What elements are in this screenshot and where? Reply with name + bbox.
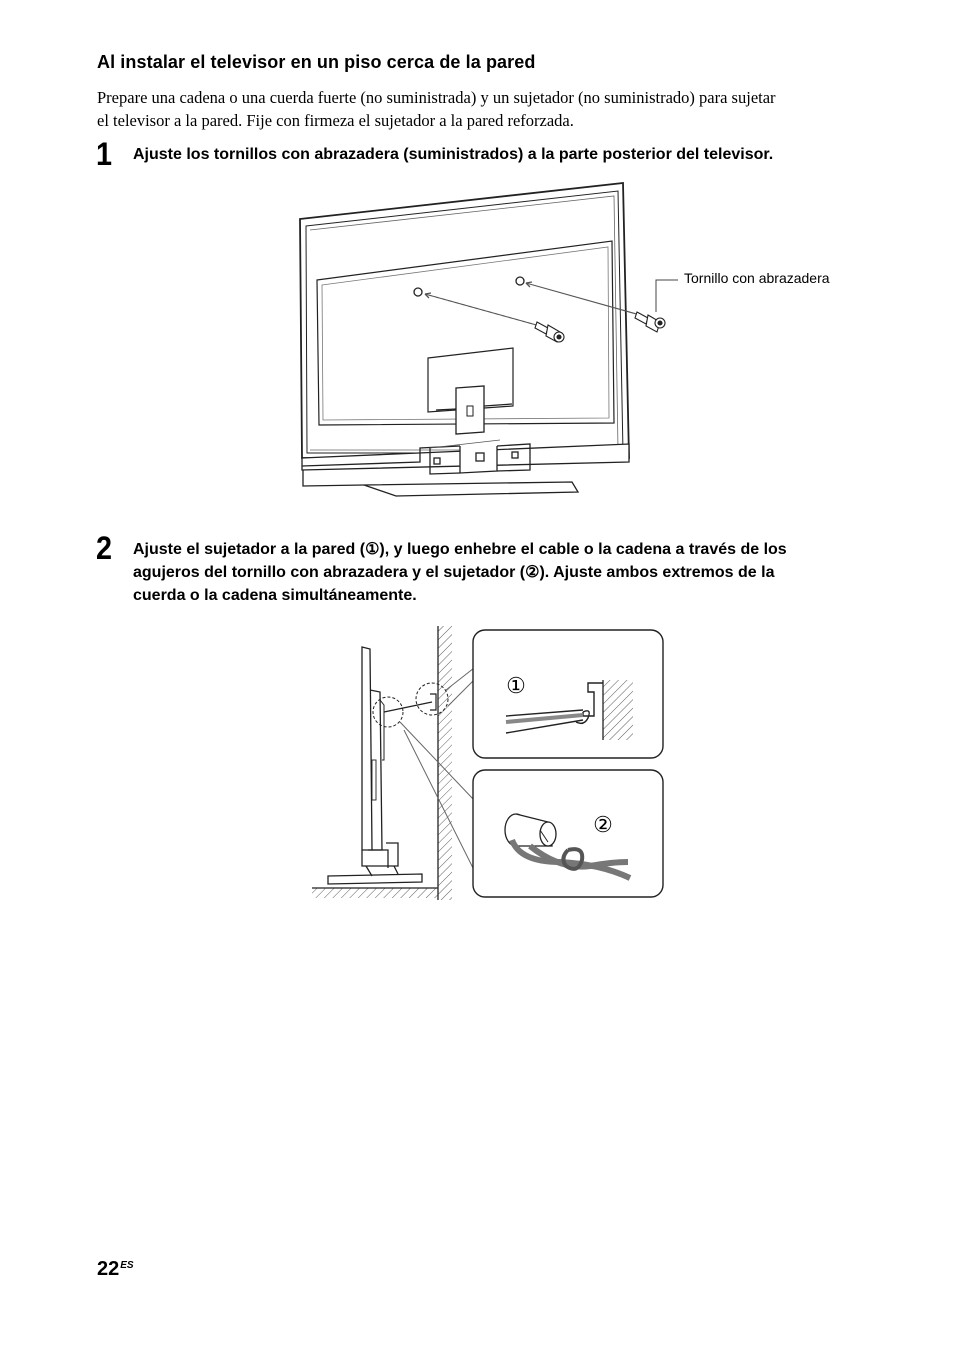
page-number (97, 1258, 134, 1281)
section-heading: Al instalar el televisor en un piso cerca de la pared (97, 52, 536, 72)
step-2-line-3: cuerda o la cadena simultáneamente. (133, 587, 417, 604)
step-2-text (133, 538, 787, 607)
step-2-number: 2 (96, 530, 113, 566)
intro-line-1: Prepare una cadena o una cuerda fuerte (no suministrada) y un sujetador (no suministrado) para sujetar (97, 88, 776, 107)
tv-rear-illustration (0, 0, 954, 520)
page-language-suffix: ES (120, 1260, 134, 1271)
intro-line-2: el televisor a la pared. Fije con firmeza el sujetador a la pared reforzada. (97, 111, 574, 130)
screw-callout-label: Tornillo con abrazadera (684, 270, 830, 286)
step-1-number: 1 (96, 136, 113, 172)
wall-attach-illustration (0, 600, 954, 920)
step-2-line-1: Ajuste el sujetador a la pared (①), y luego enhebre el cable o la cadena a través de los (133, 541, 787, 558)
marker-2: ② (593, 812, 613, 837)
page-number-value: 22 (97, 1258, 120, 1280)
marker-1: ① (506, 673, 526, 698)
step-1-text: Ajuste los tornillos con abrazadera (suministrados) a la parte posterior del televisor. (133, 146, 774, 163)
step-2-line-2: agujeros del tornillo con abrazadera y el sujetador (②). Ajuste ambos extremos de la (133, 564, 775, 581)
